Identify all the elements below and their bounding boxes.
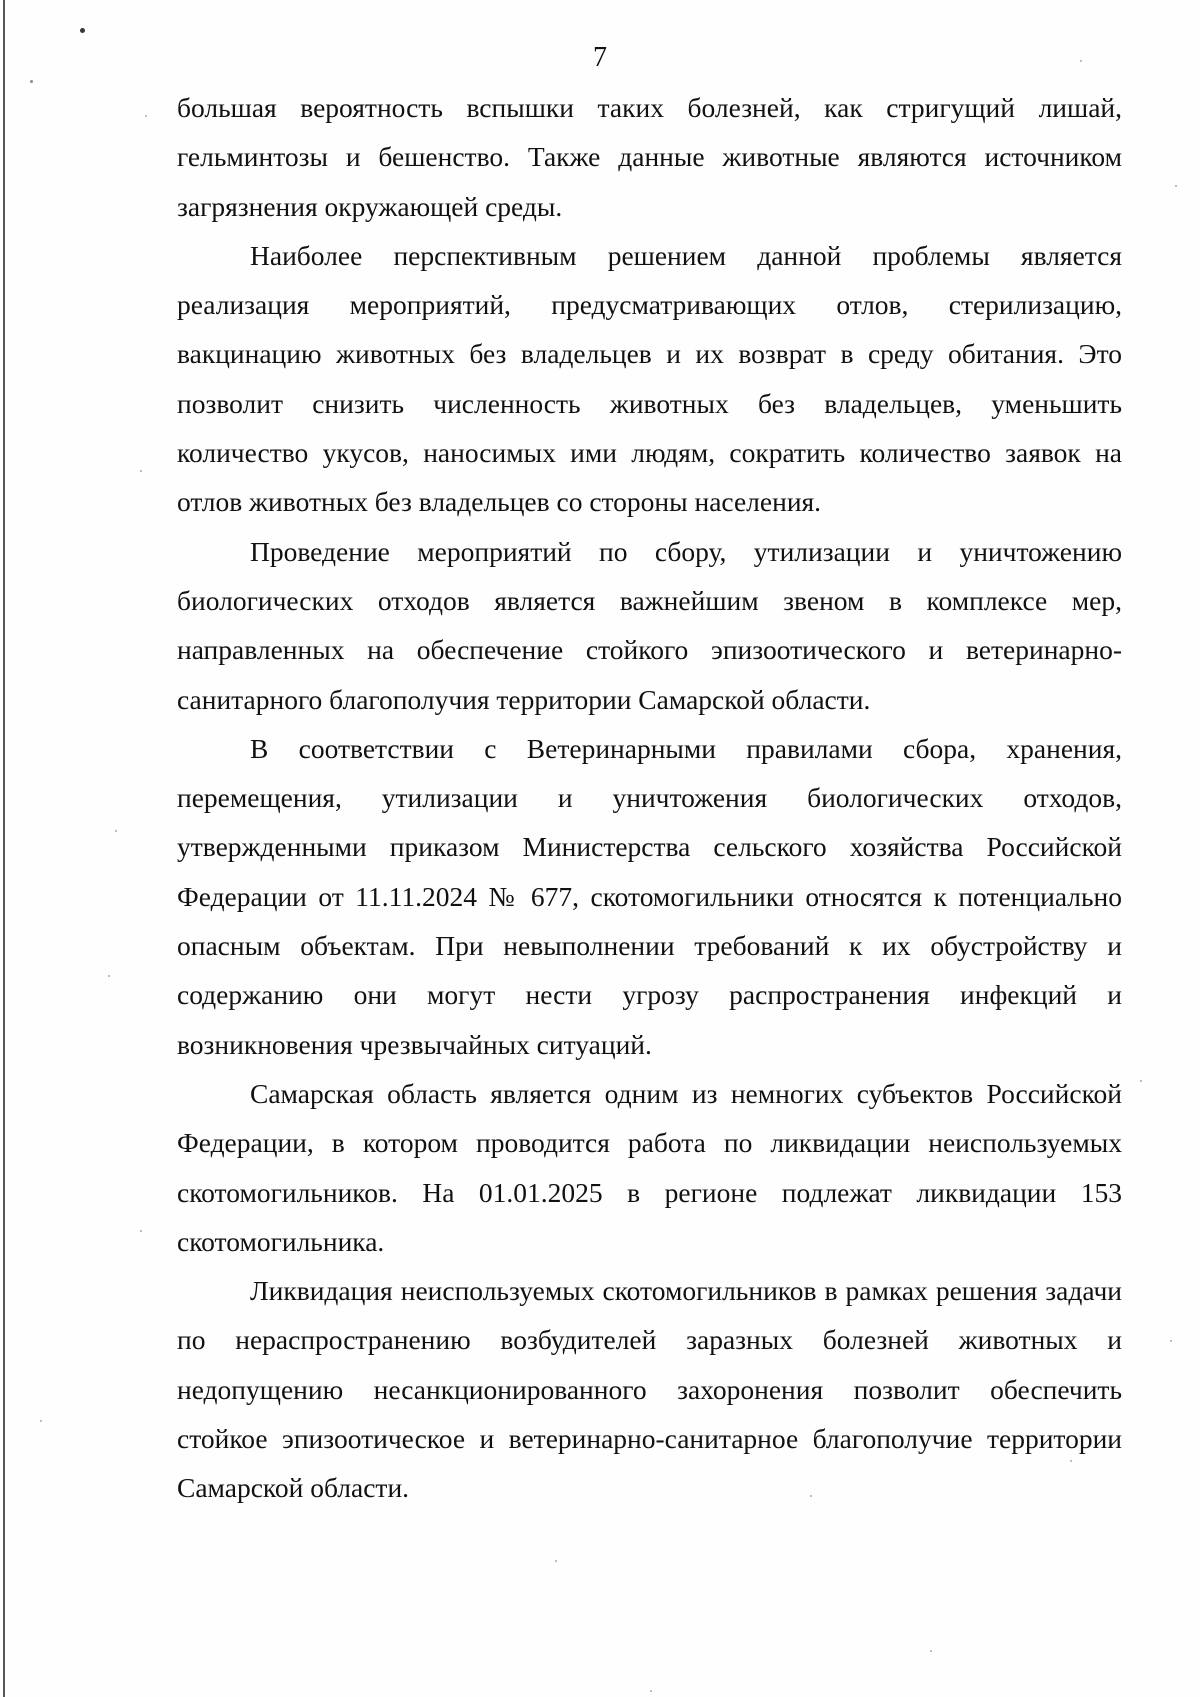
- paragraph-biological-waste: Проведение мероприятий по сбору, утилизации и уничтожению биологических отходов является важнейшим звеном в комплексе мер, направленных на обеспечение стойкого эпизоотического и ветеринарно-санитарного благополучия территории Самарской области.: [177, 535, 1122, 715]
- scan-edge-line: [3, 0, 5, 1697]
- scan-speck: [1170, 1340, 1172, 1342]
- scan-speck: [1175, 185, 1177, 187]
- paragraph-stray-animals: Наиболее перспективным решением данной проблемы является реализация мероприятий, предусматривающих отлов, стерилизацию, вакцинацию животных без владельцев и их возврат в среду обитания. Это позволит снизить численность животных без владельцев, уменьшить количество укусов, наносимых ими людям, сократить количество заявок на отлов животных без владельцев со стороны населения.: [177, 239, 1122, 518]
- scan-speck: [145, 115, 147, 117]
- scan-speck: [108, 975, 110, 977]
- scan-speck: [555, 1560, 557, 1562]
- scan-speck: [930, 1650, 932, 1652]
- paragraph-continuation: большая вероятность вспышки таких болезней, как стригущий лишай, гельминтозы и бешенство. Также данные животные являются источником загрязнения окружающей среды.: [177, 92, 1122, 222]
- paragraph-veterinary-rules: В соответствии с Ветеринарными правилами сбора, хранения, перемещения, утилизации и уничтожения биологических отходов, утвержденными приказом Министерства сельского хозяйства Российской Федерации от 11.11.2024 № 677, скотомогильники относятся к потенциально опасным объектам. При невыполнении требований к их обустройству и содержанию они могут нести угрозу распространения инфекций и возникновения чрезвычайных ситуаций.: [177, 732, 1122, 1060]
- scan-speck: [1140, 1080, 1142, 1082]
- scan-speck: [80, 28, 85, 33]
- paragraph-liquidation: Ликвидация неиспользуемых скотомогильников в рамках решения задачи по нераспространению возбудителей заразных болезней животных и недопущению несанкционированного захоронения позволит обеспечить стойкое эпизоотическое и ветеринарно-санитарное благополучие территории Самарской области.: [177, 1275, 1122, 1504]
- scan-speck: [115, 830, 117, 832]
- scan-speck: [40, 1420, 42, 1422]
- scan-speck: [650, 1690, 652, 1692]
- document-body: [177, 83, 1122, 1513]
- scan-speck: [810, 1495, 812, 1497]
- scan-speck: [30, 80, 33, 83]
- scan-speck: [1070, 1460, 1072, 1462]
- page-number: 7: [593, 42, 607, 73]
- scan-speck: [1080, 60, 1082, 62]
- paragraph-samara-region: Самарская область является одним из немногих субъектов Российской Федерации, в котором проводится работа по ликвидации неиспользуемых скотомогильников. На 01.01.2025 в регионе подлежат ликвидации 153 скотомогильника.: [177, 1077, 1122, 1257]
- scan-speck: [140, 1230, 142, 1232]
- scan-speck: [140, 470, 142, 472]
